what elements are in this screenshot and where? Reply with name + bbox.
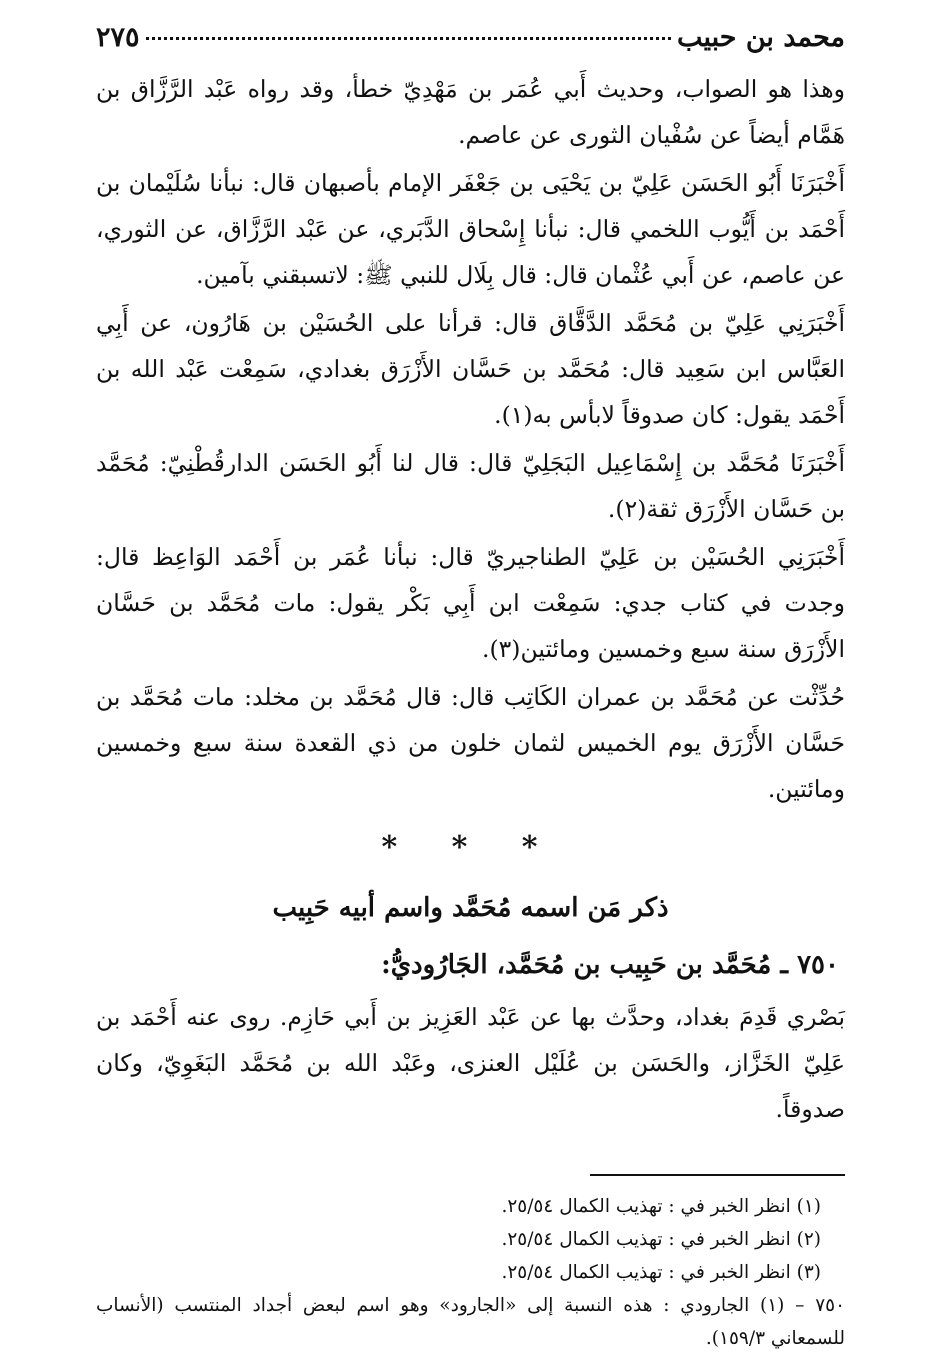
running-title: محمد بن حبيب (676, 22, 845, 53)
footnote-3: (٣) انظر الخبر في : تهذيب الكمال ٢٥/٥٤. (501, 1262, 821, 1283)
paragraph-5: أَخْبَرَنِي الحُسَيْن بن عَلِيّ الطناجيريّ قال: نبأنا عُمَر بن أَحْمَد الوَاعِظ قال: وجدت في كتاب جدي: سَمِعْت ابن أَبِي بَكْر يقول: مات مُحَمَّد بن حَسَّان الأَزْرَق سنة سبع وخمسين ومائتين(٣). (96, 543, 845, 663)
paragraph-6: حُدِّثْت عن مُحَمَّد بن عمران الكَاتِب قال: قال مُحَمَّد بن مخلد: مات مُحَمَّد بن حَسَّان الأَزْرَق يوم الخميس لثمان خلون من ذي القعدة سنة سبع وخمسين ومائتين. (96, 683, 845, 803)
footnote-2: (٢) انظر الخبر في : تهذيب الكمال ٢٥/٥٤. (501, 1229, 821, 1250)
footnote-1: (١) انظر الخبر في : تهذيب الكمال ٢٥/٥٤. (501, 1196, 821, 1217)
page-number: ٢٧٥ (96, 22, 140, 53)
paragraph-2: أَخْبَرَنَا أَبُو الحَسَن عَلِيّ بن يَحْيَى بن جَعْفَر الإمام بأصبهان قال: نبأنا سُلَيْمان بن أَحْمَد بن أَيُّوب اللخمي قال: نبأنا إِسْحاق الدَّبَري، عن عَبْد الرَّزَّاق، عن الثوري، عن عاصم، عن أَبي عُثْمان قال: قال بِلَال للنبي ﷺ: لاتسبقني بآمين. (96, 169, 845, 289)
paragraph-3: أَخْبَرَنِي عَلِيّ بن مُحَمَّد الدَّقَّاق قال: قرأنا على الحُسَيْن بن هَارُون، عن أَبِي العَبَّاس ابن سَعِيد قال: مُحَمَّد بن حَسَّان الأَزْرَق بغدادي، سَمِعْت عَبْد الله بن أَحْمَد يقول: كان صدوقاً لابأس به(١). (96, 309, 845, 429)
section-title: ذكر مَن اسمه مُحَمَّد واسم أبيه حَبِيب (272, 893, 669, 923)
footnote-divider (590, 1174, 845, 1176)
header-dot-leader (146, 37, 671, 40)
paragraph-1: وهذا هو الصواب، وحديث أَبي عُمَر بن مَهْدِيّ خطأ، وقد رواه عَبْد الرَّزَّاق بن هَمَّام أيضاً عن سُفْيان الثورى عن عاصم. (96, 75, 845, 149)
entry-footnote: ٧٥٠ – (١) الجارودي : هذه النسبة إلى «الجارود» وهو اسم لبعض أجداد المنتسب (الأنساب للسمعاني ١٥٩/٣). (96, 1295, 846, 1349)
entry-heading: ٧٥٠ ـ مُحَمَّد بن حَبِيب بن مُحَمَّد، الجَارُوديُّ: (381, 950, 839, 980)
page-header (96, 22, 845, 66)
entry-text: بَصْري قَدِمَ بغداد، وحدَّث بها عن عَبْد العَزِيز بن أَبي حَازِم. روى عنه أَحْمَد بن عَلِيّ الخَزَّاز، والحَسَن بن عُلَيْل العنزى، وعَبْد الله بن مُحَمَّد البَغَوِيّ، وكان صدوقاً. (96, 1003, 845, 1123)
document-page (96, 22, 845, 1363)
paragraph-4: أَخْبَرَنَا مُحَمَّد بن إِسْمَاعِيل البَجَلِيّ قال: قال لنا أَبُو الحَسَن الدارقُطْنِيّ: مُحَمَّد بن حَسَّان الأَزْرَق ثقة(٢). (96, 449, 845, 523)
section-separator: * * * (381, 830, 560, 865)
